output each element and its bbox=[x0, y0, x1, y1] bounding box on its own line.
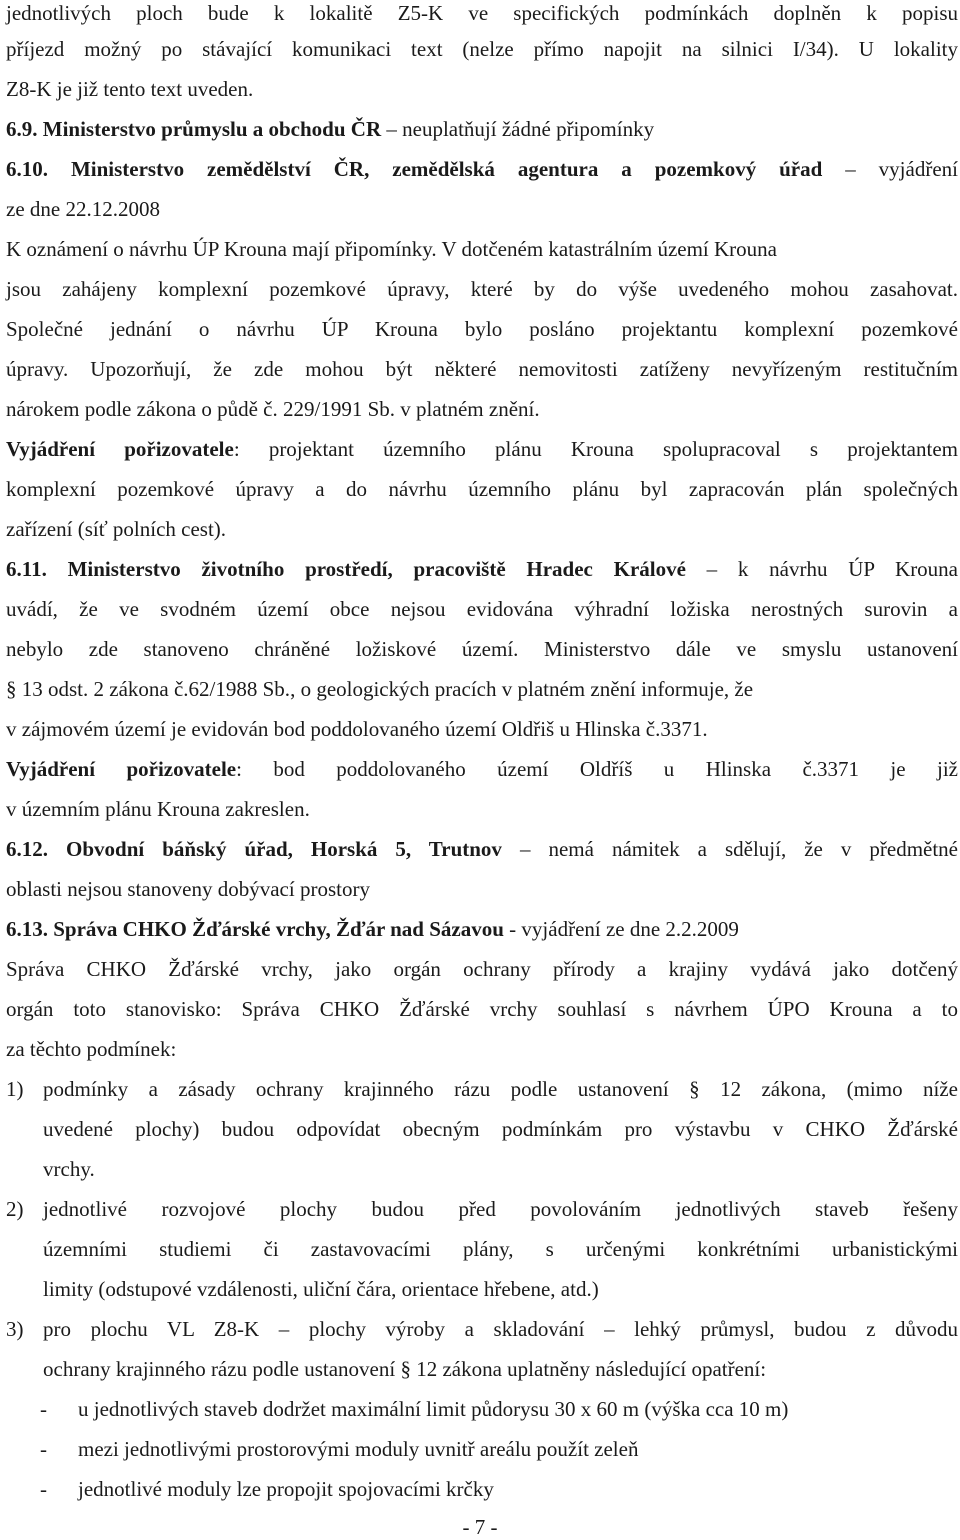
dash-item: jednotlivé moduly lze propojit spojovacími krčky bbox=[78, 1477, 494, 1501]
section-number: 6.13 bbox=[6, 917, 43, 941]
section-title: Obvodní báňský úřad, Horská 5, Trutnov bbox=[66, 837, 502, 861]
section-title: . Správa CHKO Žďárské vrchy, Žďár nad Sázavou bbox=[42, 917, 504, 941]
statement-text: : bod poddolovaného území Oldříš u Hlinska č.3371 je již bbox=[236, 757, 958, 781]
paragraph-line: zařízení (síť polních cest). bbox=[6, 517, 227, 541]
statement-line bbox=[6, 756, 958, 782]
section-number: 6.10. bbox=[6, 157, 48, 181]
list-item-line: uvedené plochy) budou odpovídat obecným podmínkám pro výstavbu v CHKO Žďárské bbox=[43, 1117, 958, 1141]
paragraph-line: v zájmovém území je evidován bod poddolovaného území Oldřiš u Hlinska č.3371. bbox=[6, 717, 708, 741]
paragraph-line: jsou zahájeny komplexní pozemkové úpravy, které by do výše uvedeného mohou zasahovat. bbox=[6, 277, 958, 301]
section-number: 6.12. bbox=[6, 837, 48, 861]
section-6-13 bbox=[6, 916, 958, 942]
section-title: Ministerstvo životního prostředí, pracoviště Hradec Králové bbox=[67, 557, 686, 581]
law-reference-line bbox=[6, 676, 958, 702]
paragraph-line: za těchto podmínek: bbox=[6, 1037, 177, 1061]
section-6-9 bbox=[6, 116, 958, 142]
section-title: Ministerstvo zemědělství ČR, zemědělská agentura a pozemkový úřad bbox=[70, 157, 823, 181]
paragraph-line: nebylo zde stanoveno chráněné ložiskové území. Ministerstvo dále ve smyslu ustanovení bbox=[6, 637, 958, 661]
list-item-line: pro plochu VL Z8-K – plochy výroby a skladování – lehký průmysl, budou z důvodu bbox=[43, 1317, 958, 1341]
paragraph-line: úpravy. Upozorňují, že zde mohou být některé nemovitosti zatíženy nevyřízeným restitučním bbox=[6, 357, 958, 381]
dash-item: mezi jednotlivými prostorovými moduly uvnitř areálu použít zeleň bbox=[78, 1437, 639, 1461]
list-item-number: 1) bbox=[6, 1077, 24, 1101]
section-rest: – vyjádření bbox=[822, 157, 958, 181]
list-item-line: ochrany krajinného rázu podle ustanovení § 12 zákona uplatněny následující opatření: bbox=[43, 1357, 767, 1381]
paragraph-line: oblasti nejsou stanoveny dobývací prostory bbox=[6, 877, 370, 901]
section-6-11 bbox=[6, 556, 958, 582]
paragraph-line: příjezd možný po stávající komunikaci text (nelze přímo napojit na silnici I/34). U lokality bbox=[6, 37, 958, 61]
list-item-line: podmínky a zásady ochrany krajinného rázu podle ustanovení § 12 zákona, (mimo níže bbox=[43, 1077, 958, 1101]
list-item-line: jednotlivé rozvojové plochy budou před povolováním jednotlivých staveb řešeny bbox=[43, 1197, 958, 1221]
list-item-number: 2) bbox=[6, 1197, 24, 1221]
paragraph-line: v územním plánu Krouna zakreslen. bbox=[6, 797, 310, 821]
section-rest: – nemá námitek a sdělují, že v předmětné bbox=[501, 837, 958, 861]
section-rest: – neuplatňují žádné připomínky bbox=[381, 117, 655, 141]
section-rest: – k návrhu ÚP Krouna bbox=[685, 557, 959, 581]
dash-bullet: - bbox=[40, 1477, 47, 1501]
paragraph-line: jednotlivých ploch bude k lokalitě Z5-K ve specifických podmínkách doplněn k popisu bbox=[6, 1, 958, 25]
paragraph-line: nárokem podle zákona o půdě č. 229/1991 Sb. v platném znění. bbox=[6, 397, 540, 421]
paragraph-line: orgán toto stanovisko: Správa CHKO Žďárské vrchy souhlasí s návrhem ÚPO Krouna a to bbox=[6, 997, 958, 1021]
paragraph-line: uvádí, že ve svodném území obce nejsou evidována výhradní ložiska nerostných surovin a bbox=[6, 597, 958, 621]
statement-label: Vyjádření pořizovatele bbox=[6, 757, 237, 781]
paragraph-line: Společné jednání o návrhu ÚP Krouna bylo posláno projektantu komplexní pozemkové bbox=[6, 317, 958, 341]
section-6-10 bbox=[6, 156, 958, 182]
paragraph-line: Správa CHKO Žďárské vrchy, jako orgán ochrany přírody a krajiny vydává jako dotčený bbox=[6, 957, 958, 981]
section-title: Ministerstvo průmyslu a obchodu ČR bbox=[42, 117, 382, 141]
list-item-number: 3) bbox=[6, 1317, 24, 1341]
list-item-line: limity (odstupové vzdálenosti, uliční čára, orientace hřebene, atd.) bbox=[43, 1277, 599, 1301]
paragraph-line: Z8-K je již tento text uveden. bbox=[6, 77, 254, 101]
dash-bullet: - bbox=[40, 1397, 47, 1421]
paragraph-line: K oznámení o návrhu ÚP Krouna mají připomínky. V dotčeném katastrálním území Krouna bbox=[6, 237, 777, 261]
section-number: 6.11. bbox=[6, 557, 47, 581]
statement-label: Vyjádření pořizovatele bbox=[6, 437, 234, 461]
paragraph-line: komplexní pozemkové úpravy a do návrhu územního plánu byl zapracován plán společných bbox=[6, 477, 958, 501]
section-number: 6.9. bbox=[6, 117, 38, 141]
dash-bullet: - bbox=[40, 1437, 47, 1461]
statement-text: : projektant územního plánu Krouna spolupracoval s projektantem bbox=[233, 437, 958, 461]
list-item-line: vrchy. bbox=[43, 1157, 95, 1181]
page-number: - 7 - bbox=[462, 1515, 498, 1539]
statement-line bbox=[6, 436, 958, 462]
section-6-12 bbox=[6, 836, 958, 862]
law-reference: § 13 odst. 2 zákona č.62/1988 Sb. bbox=[6, 677, 291, 701]
list-item-line: územními studiemi či zastavovacími plány, s určenými konkrétními urbanistickými bbox=[43, 1237, 958, 1261]
paragraph-line: ze dne 22.12.2008 bbox=[6, 197, 160, 221]
section-rest: - vyjádření ze dne 2.2.2009 bbox=[503, 917, 739, 941]
dash-item: u jednotlivých staveb dodržet maximální limit půdorysu 30 x 60 m (výška cca 10 m) bbox=[78, 1397, 789, 1421]
law-reference-rest: , o geologických pracích v platném znění informuje, že bbox=[290, 677, 754, 701]
